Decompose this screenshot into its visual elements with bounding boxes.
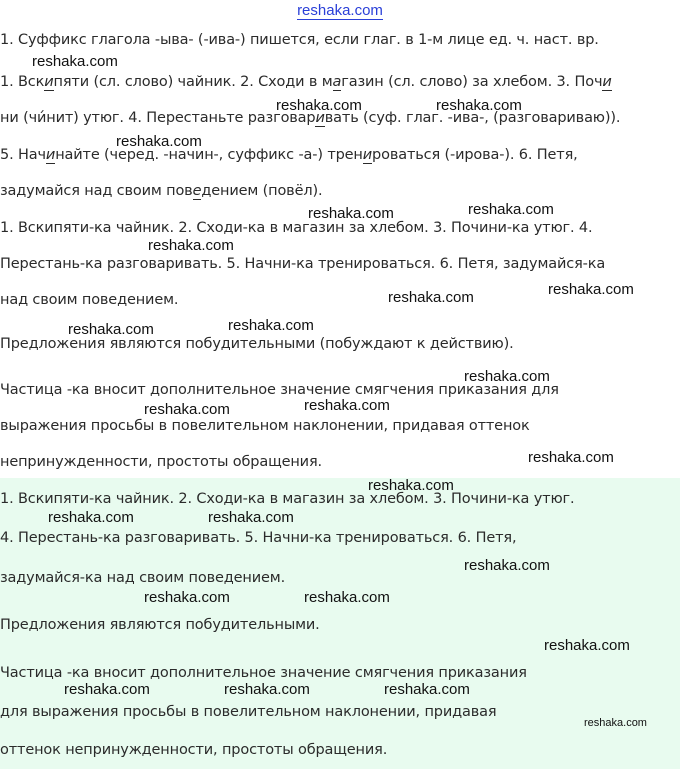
watermark: reshaka.com (528, 449, 614, 466)
answer-line: Предложения являются побудительными. (0, 617, 320, 633)
exercise-line-3: 5. Начинайте (черед. -начин-, суффикс -а-) тренироваться (-ирова-). 6. Петя, (0, 147, 578, 163)
watermark: reshaka.com (468, 201, 554, 218)
text-line: выражения просьбы в повелительном наклонении, придавая оттенок (0, 418, 530, 434)
watermark: reshaka.com (384, 681, 470, 698)
answer-line: 4. Перестань-ка разговаривать. 5. Начни-ка тренироваться. 6. Петя, (0, 530, 517, 546)
watermark: reshaka.com (388, 289, 474, 306)
watermark: reshaka.com (308, 205, 394, 222)
marked-vowel: и (45, 147, 56, 163)
marked-vowel: а (332, 74, 342, 90)
exercise-line-1: 1. Вскипяти (сл. слово) чайник. 2. Сходи в магазин (сл. слово) за хлебом. 3. Почи (0, 74, 612, 90)
text-line: Перестань-ка разговаривать. 5. Начни-ка тренироваться. 6. Петя, задумайся-ка (0, 256, 606, 272)
marked-vowel: и (315, 110, 325, 126)
watermark: reshaka.com (148, 237, 234, 254)
answer-line: задумайся-ка над своим поведением. (0, 570, 286, 586)
site-link[interactable]: reshaka.com (297, 2, 383, 19)
text-line: непринужденности, простоты обращения. (0, 454, 322, 470)
answer-line: для выражения просьбы в повелительном наклонении, придавая (0, 704, 497, 720)
watermark: reshaka.com (144, 401, 230, 418)
watermark: reshaka.com (228, 317, 314, 334)
text-line: 1. Вскипяти-ка чайник. 2. Сходи-ка в магазин за хлебом. 3. Почини-ка утюг. 4. (0, 220, 593, 236)
answer-line: Частица -ка вносит дополнительное значение смягчения приказания (0, 665, 527, 681)
text-line: Частица -ка вносит дополнительное значение смягчения приказания для (0, 382, 559, 398)
watermark: reshaka.com (544, 637, 630, 654)
rule-line: 1. Суффикс глагола -ыва- (-ива-) пишется, если глаг. в 1-м лице ед. ч. наст. вр. (0, 32, 599, 48)
watermark: reshaka.com (464, 368, 550, 385)
watermark: reshaka.com (276, 97, 362, 114)
watermark: reshaka.com (64, 681, 150, 698)
site-header (0, 2, 680, 19)
text-line: Предложения являются побудительными (побуждают к действию). (0, 336, 514, 352)
watermark: reshaka.com (32, 53, 118, 70)
marked-vowel: и (44, 74, 54, 90)
watermark: reshaka.com (548, 281, 634, 298)
watermark: reshaka.com (436, 97, 522, 114)
marked-vowel: и (362, 147, 373, 163)
exercise-line-4: задумайся над своим поведением (повёл). (0, 183, 323, 199)
watermark: reshaka.com (208, 509, 294, 526)
text-line: над своим поведением. (0, 292, 179, 308)
watermark: reshaka.com (368, 477, 454, 494)
answer-line: оттенок непринужденности, простоты обращения. (0, 742, 388, 758)
watermark: reshaka.com (304, 397, 390, 414)
watermark: reshaka.com (48, 509, 134, 526)
watermark: reshaka.com (464, 557, 550, 574)
marked-vowel: и (602, 74, 612, 90)
watermark: reshaka.com (224, 681, 310, 698)
answer-line: 1. Вскипяти-ка чайник. 2. Сходи-ка в магазин за хлебом. 3. Почини-ка утюг. (0, 491, 575, 507)
watermark: reshaka.com (584, 717, 647, 729)
exercise-line-2: ни (чи́нит) утюг. 4. Перестаньте разговаривать (суф. глаг. -ива-, (разговариваю)). (0, 110, 621, 126)
marked-vowel: е (192, 183, 202, 199)
watermark: reshaka.com (304, 589, 390, 606)
watermark: reshaka.com (68, 321, 154, 338)
watermark: reshaka.com (116, 133, 202, 150)
watermark: reshaka.com (144, 589, 230, 606)
